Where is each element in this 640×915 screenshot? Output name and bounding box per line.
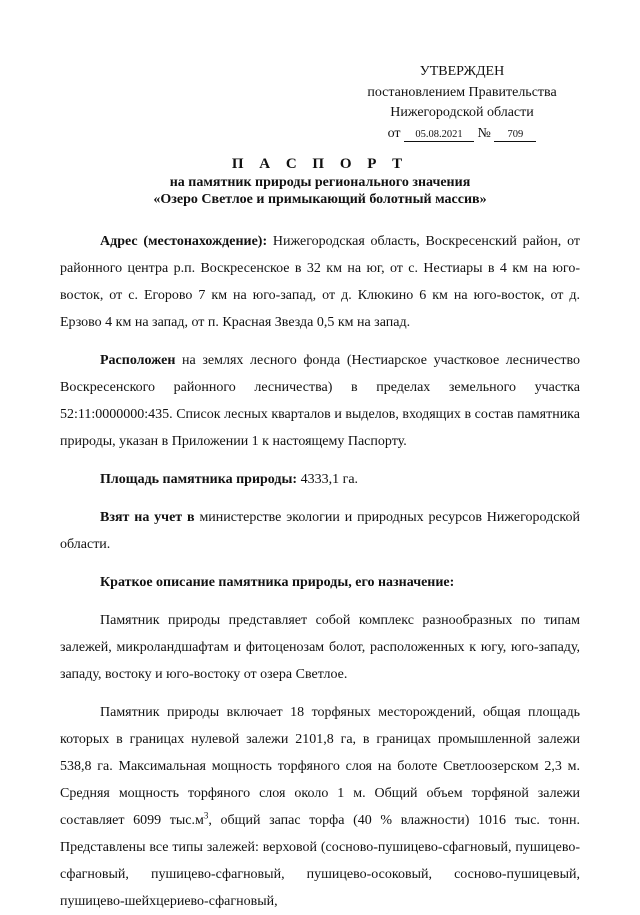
registered-paragraph	[60, 504, 580, 558]
area-value: 4333,1 га.	[297, 472, 359, 487]
document-subtitle-1: на памятник природы регионального значения	[169, 174, 471, 190]
document-body	[60, 228, 580, 915]
para2-superscript: 3	[203, 810, 209, 821]
address-paragraph	[60, 228, 580, 336]
number-sign: №	[477, 125, 491, 141]
area-paragraph	[60, 466, 580, 493]
approval-date: 05.08.2021	[404, 129, 474, 142]
document-subtitle-2: «Озеро Светлое и примыкающий болотный массив»	[153, 192, 487, 207]
address-text: Нижегородская область, Воскресенский район, от районного центра р.п. Воскресенское в 32 км на юг, от с. Нестиары в 4 км на юго-восток, от с. Егорово 7 км на юго-запад, от д. Клюкино 6 км на юго-восток, от д. Ерзово 4 км на запад, от п. Красная Звезда 0,5 км на запад.	[60, 234, 580, 330]
description-heading	[60, 569, 580, 596]
approval-date-line	[352, 124, 572, 145]
registered-text: министерстве экологии и природных ресурсов Нижегородской области.	[60, 510, 581, 552]
approval-line-2: Нижегородской области	[390, 105, 534, 120]
approval-block	[352, 62, 572, 144]
date-prefix: от	[387, 125, 401, 141]
para2-text-a: Памятник природы включает 18 торфяных месторождений, общая площадь которых в границах нулевой залежи 2101,8 га, в границах промышленной залежи 538,8 га. Максимальная мощность торфяного слоя на болоте Светлоозерском 2,3 м. Средняя мощность торфяного слоя около 1 м. Общий объем торфяной залежи составляет 6099 тыс.м	[60, 705, 580, 828]
registered-label: Взят на учет в	[100, 510, 195, 525]
approval-line-1: постановлением Правительства	[367, 84, 557, 100]
location-text: на землях лесного фонда (Нестиарское участковое лесничество Воскресенского районного лесничества) в пределах земельного участка 52:11:0000000:435. Список лесных кварталов и выделов, входящих в состав памятника природы, указан в Приложении 1 к настоящему Паспорту.	[60, 353, 580, 449]
para2-text-b: , общий запас торфа (40 % влажности) 1016 тыс. тонн. Представлены все типы залежей: верховой (сосново-пушицево-сфагновый, пушицево-сфагновый, пушицево-сфагновый, пушицево-осоковый, сосново-пушицевый, пушицево-шейхцериево-сфагновый,	[60, 813, 581, 909]
document-title-block	[60, 156, 580, 209]
document-title: П А С П О Р Т	[231, 156, 409, 172]
approval-number: 709	[494, 129, 536, 142]
address-label: Адрес (местонахождение):	[100, 234, 268, 249]
description-paragraph-2	[60, 699, 580, 915]
location-label: Расположен	[100, 353, 176, 368]
description-label: Краткое описание памятника природы, его назначение:	[100, 575, 455, 590]
approval-title: УТВЕРЖДЕН	[419, 64, 505, 79]
description-paragraph-1: Памятник природы представляет собой комплекс разнообразных по типам залежей, микроландшафтам и фитоценозам болот, расположенных к югу, юго-западу, западу, востоку и юго-востоку от озера Светлое.	[60, 613, 580, 682]
area-label: Площадь памятника природы:	[100, 472, 298, 487]
location-paragraph	[60, 347, 580, 455]
